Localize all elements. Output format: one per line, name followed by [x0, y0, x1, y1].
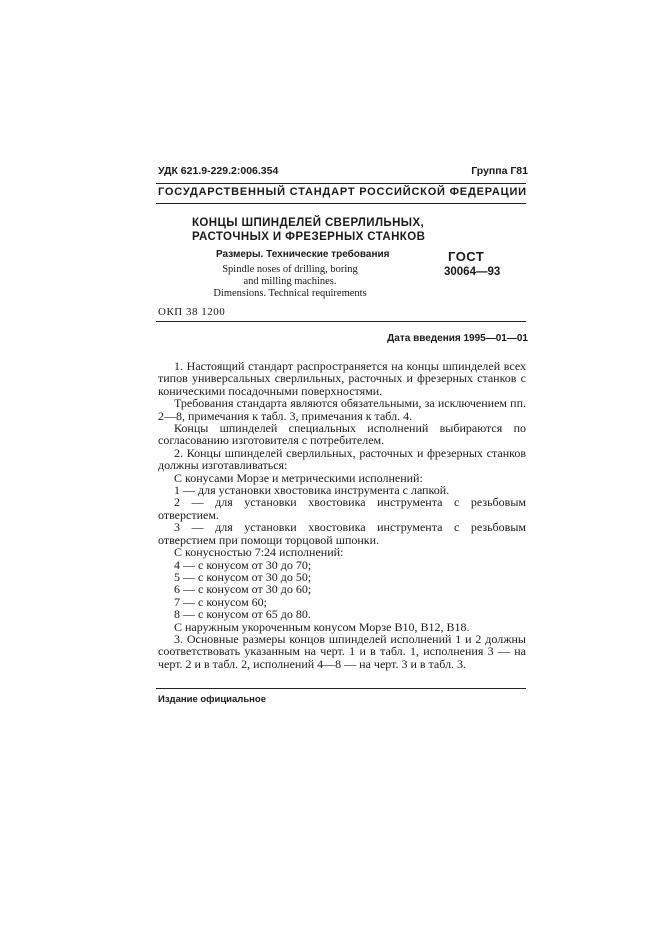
body-paragraph: 6 — с конусом от 30 до 60;	[174, 582, 312, 597]
state-standard-heading: ГОСУДАРСТВЕННЫЙ СТАНДАРТ РОССИЙСКОЙ ФЕДЕРАЦИИ	[158, 186, 527, 198]
title-en-line-2: and milling machines.	[243, 276, 337, 287]
introduction-date: Дата введения 1995—01—01	[387, 333, 528, 344]
body-paragraph: С наружным укороченным конусом Морзе В10, В12, В18.	[174, 619, 470, 634]
gost-number: 30064—93	[444, 266, 501, 278]
okp-code: ОКП 38 1200	[158, 306, 226, 318]
body-paragraph: 3 — для установки хвостовика инструмента с резьбовым отверстием при помощи торцовой шпонки.	[158, 520, 526, 547]
body-paragraph: 2. Концы шпинделей сверлильных, расточных и фрезерных станков должны изготавливаться:	[158, 445, 526, 473]
title-en-line-1: Spindle noses of drilling, boring	[222, 264, 358, 275]
gost-label: ГОСТ	[448, 249, 485, 264]
udk-code: УДК 621.9-229.2:006.354	[158, 165, 279, 177]
body-paragraph: 1. Настоящий стандарт распространяется на концы шпинделей всех типов универсальных сверлильных, расточных и фрезерных станков с коническими посадочными поверхностями.	[158, 359, 526, 398]
body-paragraph: 4 — с конусом от 30 до 70;	[174, 557, 312, 572]
official-edition-note: Издание официальное	[158, 694, 266, 705]
title-line-1: КОНЦЫ ШПИНДЕЛЕЙ СВЕРЛИЛЬНЫХ,	[192, 217, 425, 229]
body-paragraph: С конусностью 7:24 исполнений:	[174, 545, 344, 560]
body-paragraph: Требования стандарта являются обязательными, за исключением пп. 2—8, примечания к табл. 3, примечания к табл. 4.	[158, 396, 526, 423]
body-text	[158, 360, 526, 670]
body-paragraph: 2 — для установки хвостовика инструмента с резьбовым отверстием.	[158, 495, 526, 522]
body-paragraph: 1 — для установки хвостовика инструмента с лапкой.	[174, 483, 450, 498]
title-en-line-3: Dimensions. Technical requirements	[213, 288, 367, 299]
group-code: Группа Г81	[471, 165, 528, 177]
state-standard-rule	[156, 203, 526, 204]
okp-rule	[156, 321, 526, 322]
body-paragraph: 7 — с конусом 60;	[174, 594, 267, 609]
body-paragraph: Концы шпинделей специальных исполнений выбираются по согласованию изготовителя с потребителем.	[158, 421, 526, 448]
footer-rule	[156, 688, 526, 689]
top-rule	[156, 183, 526, 184]
subtitle-ru: Размеры. Технические требования	[216, 249, 390, 260]
body-paragraph: 5 — с конусом от 30 до 50;	[174, 569, 312, 584]
body-paragraph: С конусами Морзе и метрическими исполнений:	[174, 470, 423, 485]
title-line-2: РАСТОЧНЫХ И ФРЕЗЕРНЫХ СТАНКОВ	[192, 231, 426, 243]
body-paragraph: 8 — с конусом от 65 до 80.	[174, 607, 311, 622]
body-paragraph: 3. Основные размеры концов шпинделей исполнений 1 и 2 должны соответствовать указанным на черт. 1 и в табл. 1, исполнения 3 — на черт. 2 и в табл. 2, исполнений 4—8 — на черт. 3 и в табл. 3.	[158, 631, 526, 671]
